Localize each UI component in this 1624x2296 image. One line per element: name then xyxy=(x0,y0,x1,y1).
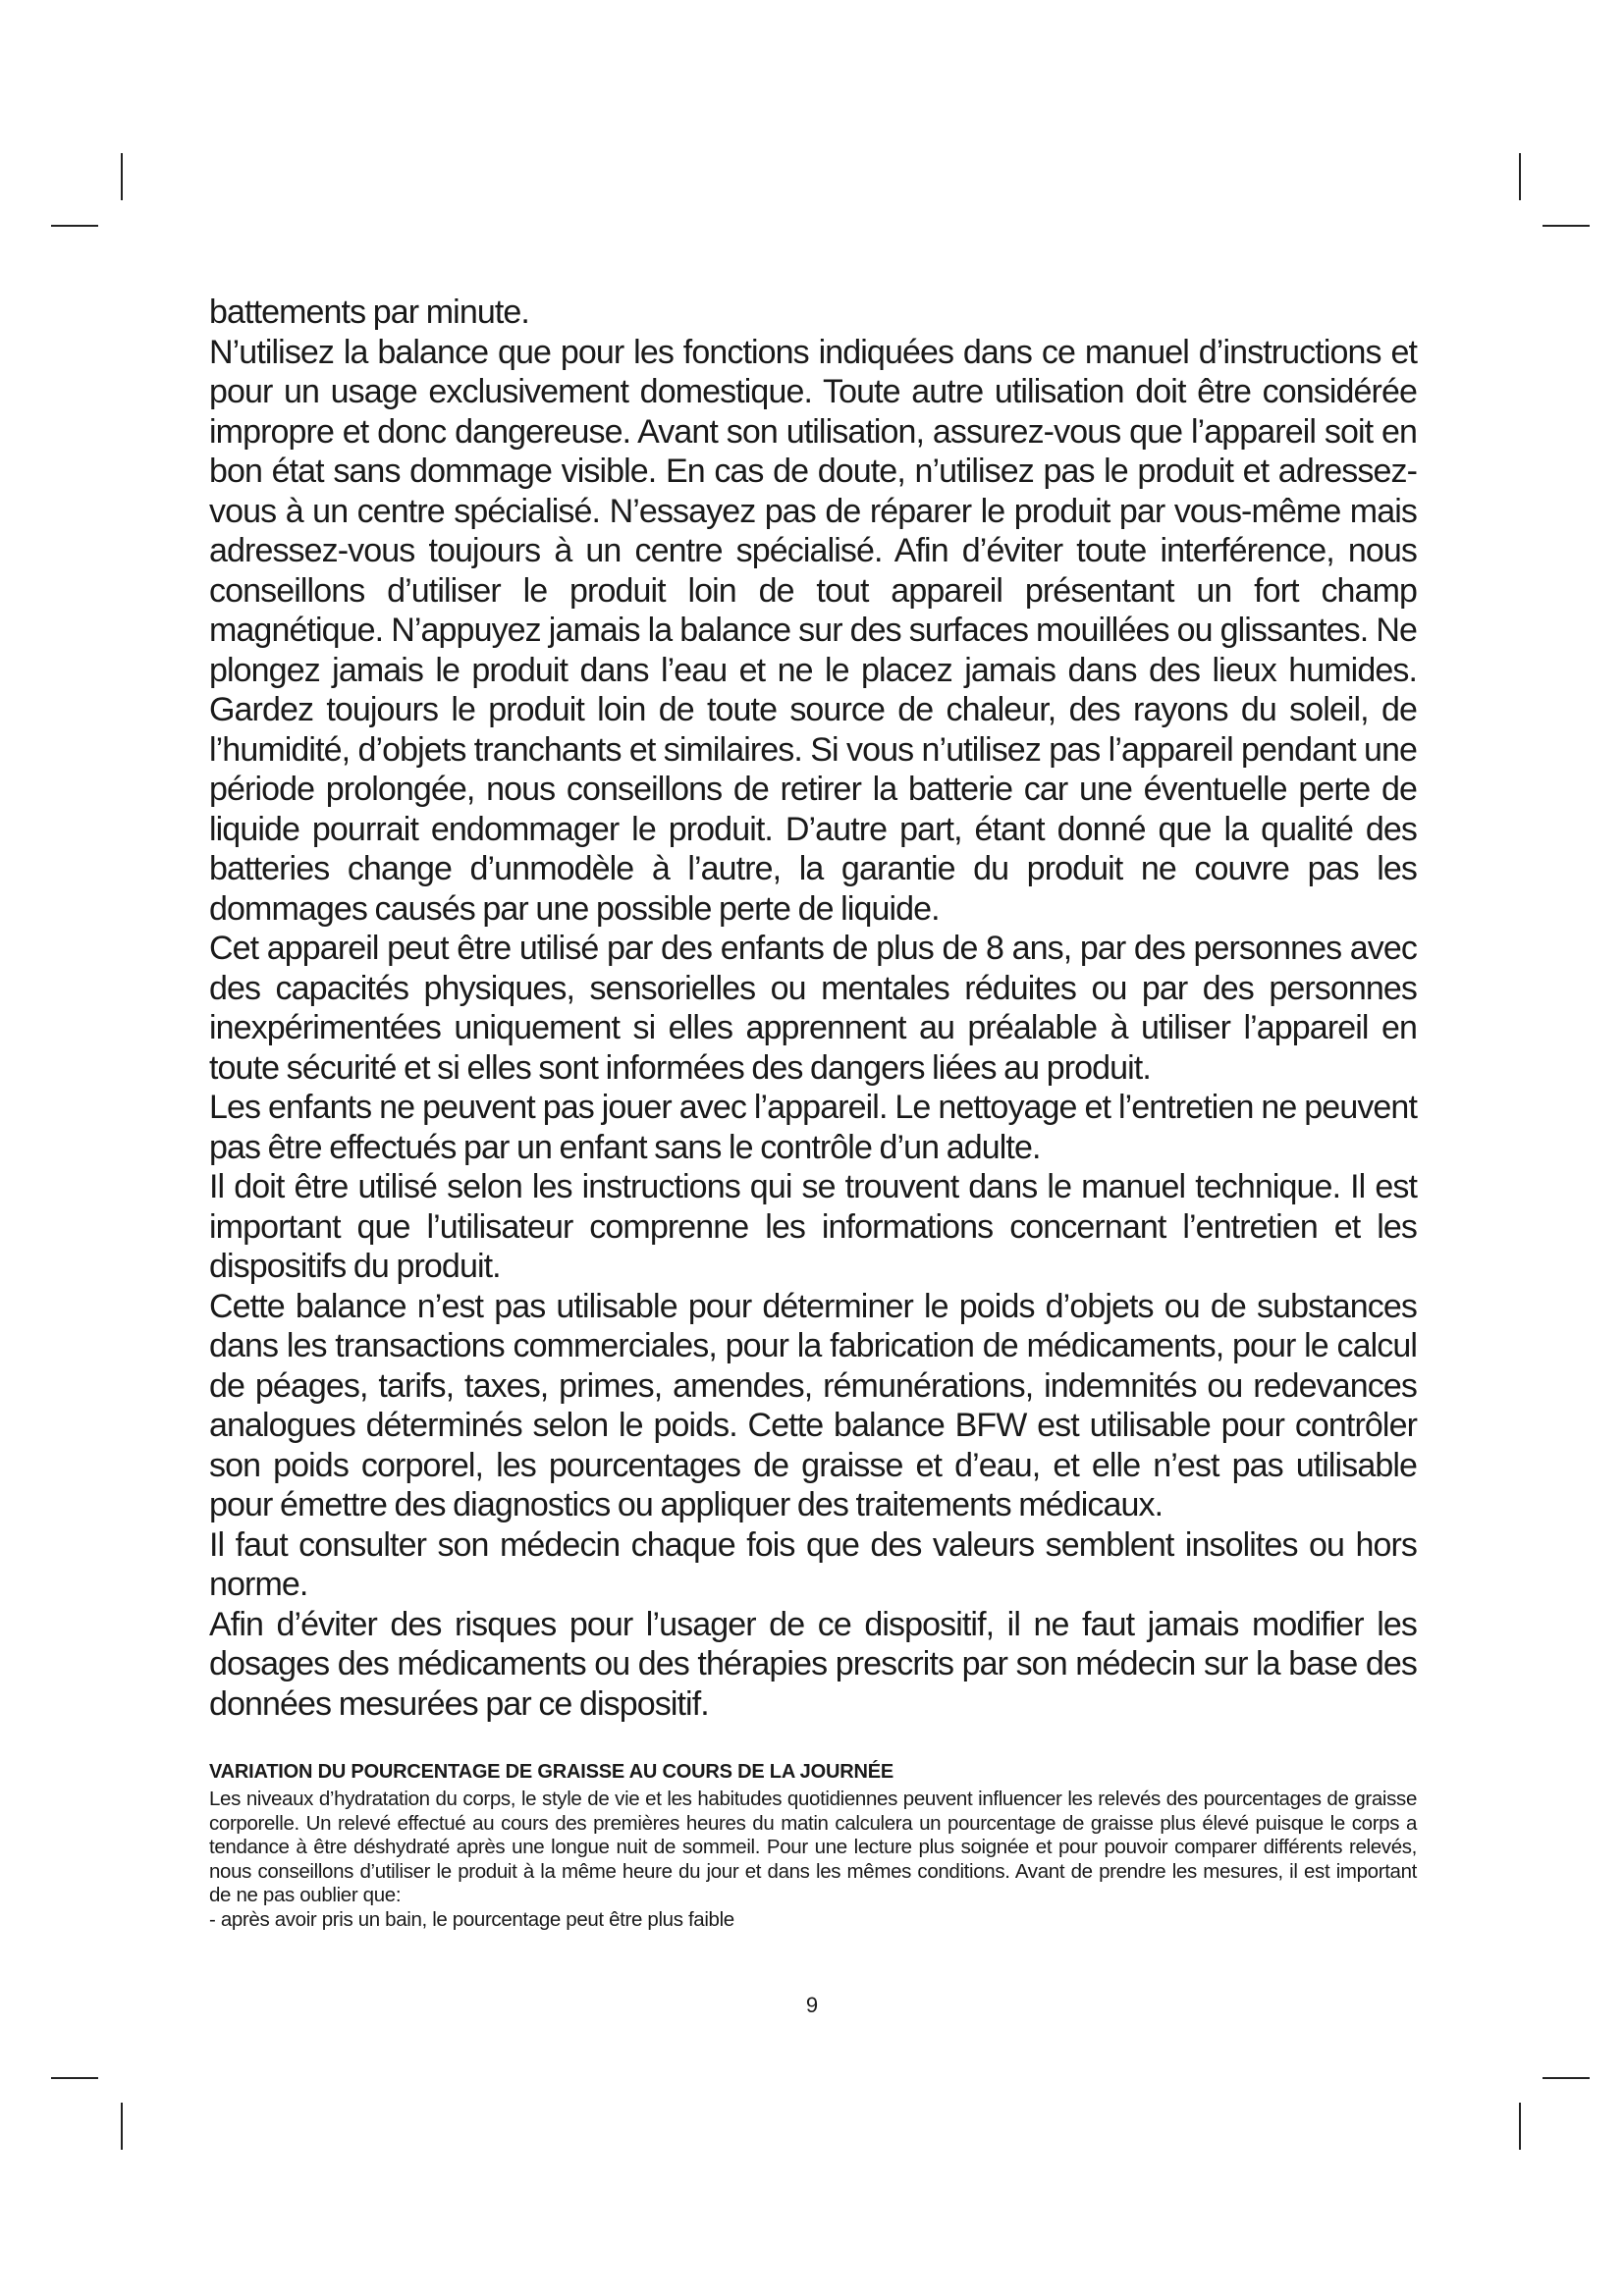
paragraph-commercial-use: Cette balance n’est pas utilisable pour déterminer le poids d’objets ou de substances dans les transactions commerciales, pour la fabrication de médicaments, pour le calcul de péages, tarifs, taxes, primes, amendes, rémunérations, indemnités ou redevances analogues déterminés selon le poids. Cette balance BFW est utilisable pour contrôler son poids corporel, les pourcentages de graisse et d’eau, et elle n’est pas utilisable pour émettre des diagnostics ou appliquer des traitements médicaux. xyxy=(209,1287,1417,1523)
crop-mark-bottom-right-horizontal xyxy=(1543,2077,1590,2079)
crop-mark-bottom-left-vertical xyxy=(121,2103,123,2150)
crop-mark-top-left-vertical xyxy=(121,153,123,200)
paragraph-heart-rate-end: battements par minute. xyxy=(209,294,529,331)
paragraph-usage-safety: N’utilisez la balance que pour les fonctions indiquées dans ce manuel d’instructions et pour un usage exclusivement domestique. Toute autre utilisation doit être considérée impropre et donc dangereuse. Avant son utilisation, assurez-vous que l’appareil soit en bon état sans dommage visible. En cas de doute, n’utilisez pas le produit et adressez-vous à un centre spécialisé. N’essayez pas de réparer le produit par vous-même mais adressez-vous toujours à un centre spécialisé. Afin d’éviter toute interférence, nous conseillons d’utiliser le produit loin de tout appareil présentant un fort champ magnétique. N’appuyez jamais la balance sur des surfaces mouillées ou glissantes. Ne plongez jamais le produit dans l’eau et ne le placez jamais dans des lieux humides. Gardez toujours le produit loin de toute source de chaleur, des rayons du soleil, de l’humidité, d’objets tranchants et similaires. Si vous n’utilisez pas l’appareil pendant une période prolongée, nous conseillons de retirer la batterie car une éventuelle perte de liquide pourrait endommager le produit. D’autre part, étant donné que la qualité des batteries change d’unmodèle à l’autre, la garantie du produit ne couvre pas les dommages causés par une possible perte de liquide. xyxy=(209,333,1417,928)
paragraph-technical-manual: Il doit être utilisé selon les instructions qui se trouvent dans le manuel technique. Il est important que l’utilisateur comprenne les informations concernant l’entretien et les dispositifs du produit. xyxy=(209,1168,1417,1285)
section-title: VARIATION DU POURCENTAGE DE GRAISSE AU COURS DE LA JOURNÉE xyxy=(209,1761,893,1783)
crop-mark-top-right-vertical xyxy=(1519,153,1521,200)
paragraph-consult-doctor: Il faut consulter son médecin chaque fois que des valeurs semblent insolites ou hors norme. xyxy=(209,1525,1417,1603)
crop-mark-top-right-horizontal xyxy=(1543,225,1590,227)
bullet-item: - après avoir pris un bain, le pourcentage peut être plus faible xyxy=(209,1907,734,1931)
page-number: 9 xyxy=(805,1993,819,2017)
paragraph-children-persons: Cet appareil peut être utilisé par des enfants de plus de 8 ans, par des personnes avec des capacités physiques, sensorielles ou mentales réduites ou par des personnes inexpérimentées uniquement si elles apprennent au préalable à utiliser l’appareil en toute sécurité et si elles sont informées des dangers liées au produit. xyxy=(209,930,1417,1087)
document-body xyxy=(209,293,1417,1932)
paragraph-children-cleaning: Les enfants ne peuvent pas jouer avec l’appareil. Le nettoyage et l’entretien ne peuvent pas être effectués par un enfant sans le contrôle d’un adulte. xyxy=(209,1089,1417,1166)
fat-variation-section xyxy=(209,1761,1417,1932)
crop-mark-bottom-left-horizontal xyxy=(51,2077,98,2079)
paragraph-medication-warning: Afin d’éviter des risques pour l’usager de ce dispositif, il ne faut jamais modifier les dosages des médicaments ou des thérapies prescrits par son médecin sur la base des données mesurées par ce dispositif. xyxy=(209,1605,1417,1723)
crop-mark-top-left-horizontal xyxy=(51,225,98,227)
section-text: Les niveaux d’hydratation du corps, le style de vie et les habitudes quotidiennes peuvent influencer les relevés des pourcentages de graisse corporelle. Un relevé effectué au cours des premières heures du matin calculera un pourcentage de graisse plus élevé puisque le corps a tendance à être déshydraté après une longue nuit de sommeil. Pour une lecture plus soignée et pour pouvoir comparer différents relevés, nous conseillons d’utiliser le produit à la même heure du jour et dans les mêmes conditions. Avant de prendre les mesures, il est important de ne pas oublier que: xyxy=(209,1788,1417,1906)
crop-mark-bottom-right-vertical xyxy=(1519,2103,1521,2150)
